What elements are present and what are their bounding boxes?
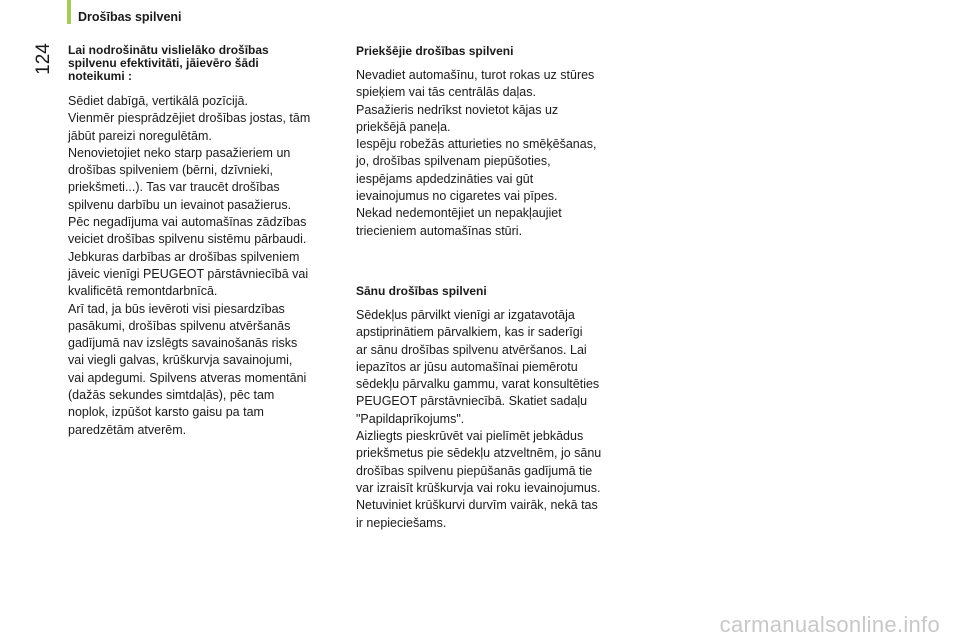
text-line: ievainojumus no cigaretes vai pīpes.: [356, 189, 558, 204]
text-line: Arī tad, ja būs ievēroti visi piesardzības: [68, 301, 285, 316]
intro-heading-line: Lai nodrošinātu vislielāko drošības: [68, 43, 269, 57]
text-line: vai viegli galvas, krūškurvja savainojumi,: [68, 353, 293, 368]
text-line: jābūt pareizi noregulētām.: [68, 128, 212, 143]
right-column: [356, 42, 628, 532]
text-line: noplok, izpūšot karsto gaisu pa tam: [68, 405, 264, 420]
intro-heading-line: spilvenu efektivitāti, jāievēro šādi: [68, 56, 259, 70]
front-airbags-paragraph: [356, 67, 628, 240]
text-line: jāveic vienīgi PEUGEOT pārstāvniecībā vai: [68, 266, 309, 281]
text-line: (dažās sekundes simtdaļās), pēc tam: [68, 388, 275, 403]
text-line: var izraisīt krūškurvja vai roku ievainojumus.: [356, 480, 601, 495]
text-line: vai apdegumi. Spilvens atveras momentāni: [68, 370, 307, 385]
text-line: paredzētām atverēm.: [68, 422, 187, 437]
text-line: drošības spilveniem (bērni, dzīvnieki,: [68, 163, 273, 178]
text-line: Aizliegts pieskrūvēt vai pielīmēt jebkādus: [356, 429, 584, 444]
intro-paragraph: [68, 93, 336, 439]
text-line: Sēdekļus pārvilkt vienīgi ar izgatavotāja: [356, 307, 575, 322]
text-line: iespējams apdedzināties vai gūt: [356, 171, 534, 186]
text-line: "Papildaprīkojums".: [356, 411, 465, 426]
section-accent-bar: [67, 0, 71, 24]
text-line: PEUGEOT pārstāvniecībā. Skatiet sadaļu: [356, 394, 588, 409]
front-airbags-heading: Priekšējie drošības spilveni: [356, 44, 514, 58]
text-line: veiciet drošības spilvenu sistēmu pārbaudi.: [68, 232, 307, 247]
side-airbags-heading: Sānu drošības spilveni: [356, 283, 487, 298]
text-line: Iespēju robežās atturieties no smēķēšanas,: [356, 137, 597, 152]
text-line: triecieniem automašīnas stūri.: [356, 223, 523, 238]
text-line: jo, drošības spilvenam piepūšoties,: [356, 154, 551, 169]
site-watermark: carmanualsonline.info: [719, 612, 940, 637]
text-line: apstiprinātiem pārvalkiem, kas ir saderīgi: [356, 325, 583, 340]
text-line: spieķiem vai tās centrālās daļas.: [356, 85, 536, 100]
text-line: ar sānu drošības spilvenu atvēršanos. Lai: [356, 342, 587, 357]
text-line: priekšmetus pie sēdekļu atzveltnēm, jo sānu: [356, 446, 602, 461]
intro-heading: [68, 44, 336, 83]
text-line: Netuviniet krūškurvi durvīm vairāk, nekā tas: [356, 498, 598, 513]
text-line: Nekad nedemontējiet un nepakļaujiet: [356, 206, 562, 221]
text-line: Nevadiet automašīnu, turot rokas uz stūres: [356, 68, 595, 82]
text-line: ir nepieciešams.: [356, 515, 447, 530]
text-line: spilvenu darbību un ievainot pasažierus.: [68, 197, 292, 212]
section-spacer: [356, 240, 628, 282]
text-line: Jebkuras darbības ar drošības spilveniem: [68, 249, 300, 264]
text-line: sēdekļu pārvalku gammu, varat konsultēties: [356, 377, 600, 392]
text-line: kvalificētā remontdarbnīcā.: [68, 284, 218, 299]
text-line: Vienmēr piesprādzējiet drošības jostas, tām: [68, 111, 311, 126]
section-title: Drošības spilveni: [78, 10, 182, 24]
text-line: gadījumā nav izslēgts savainošanās risks: [68, 336, 298, 351]
text-line: priekšmeti...). Tas var traucēt drošības: [68, 180, 280, 195]
text-line: Nenovietojiet neko starp pasažieriem un: [68, 145, 291, 160]
text-line: priekšējā paneļa.: [356, 119, 451, 134]
text-line: pasākumi, drošības spilvenu atvēršanās: [68, 318, 291, 333]
text-line: iepazītos ar jūsu automašīnai piemērotu: [356, 359, 578, 374]
text-line: Sēdiet dabīgā, vertikālā pozīcijā.: [68, 94, 248, 108]
side-airbags-paragraph: [356, 307, 628, 532]
page-number: 124: [33, 43, 54, 75]
text-line: Pasažieris nedrīkst novietot kājas uz: [356, 102, 559, 117]
text-line: Pēc negadījuma vai automašīnas zādzības: [68, 215, 307, 230]
text-line: drošības spilvenu piepūšanās gadījumā tie: [356, 463, 593, 478]
left-column: [68, 42, 336, 439]
intro-heading-line: noteikumi :: [68, 69, 133, 83]
